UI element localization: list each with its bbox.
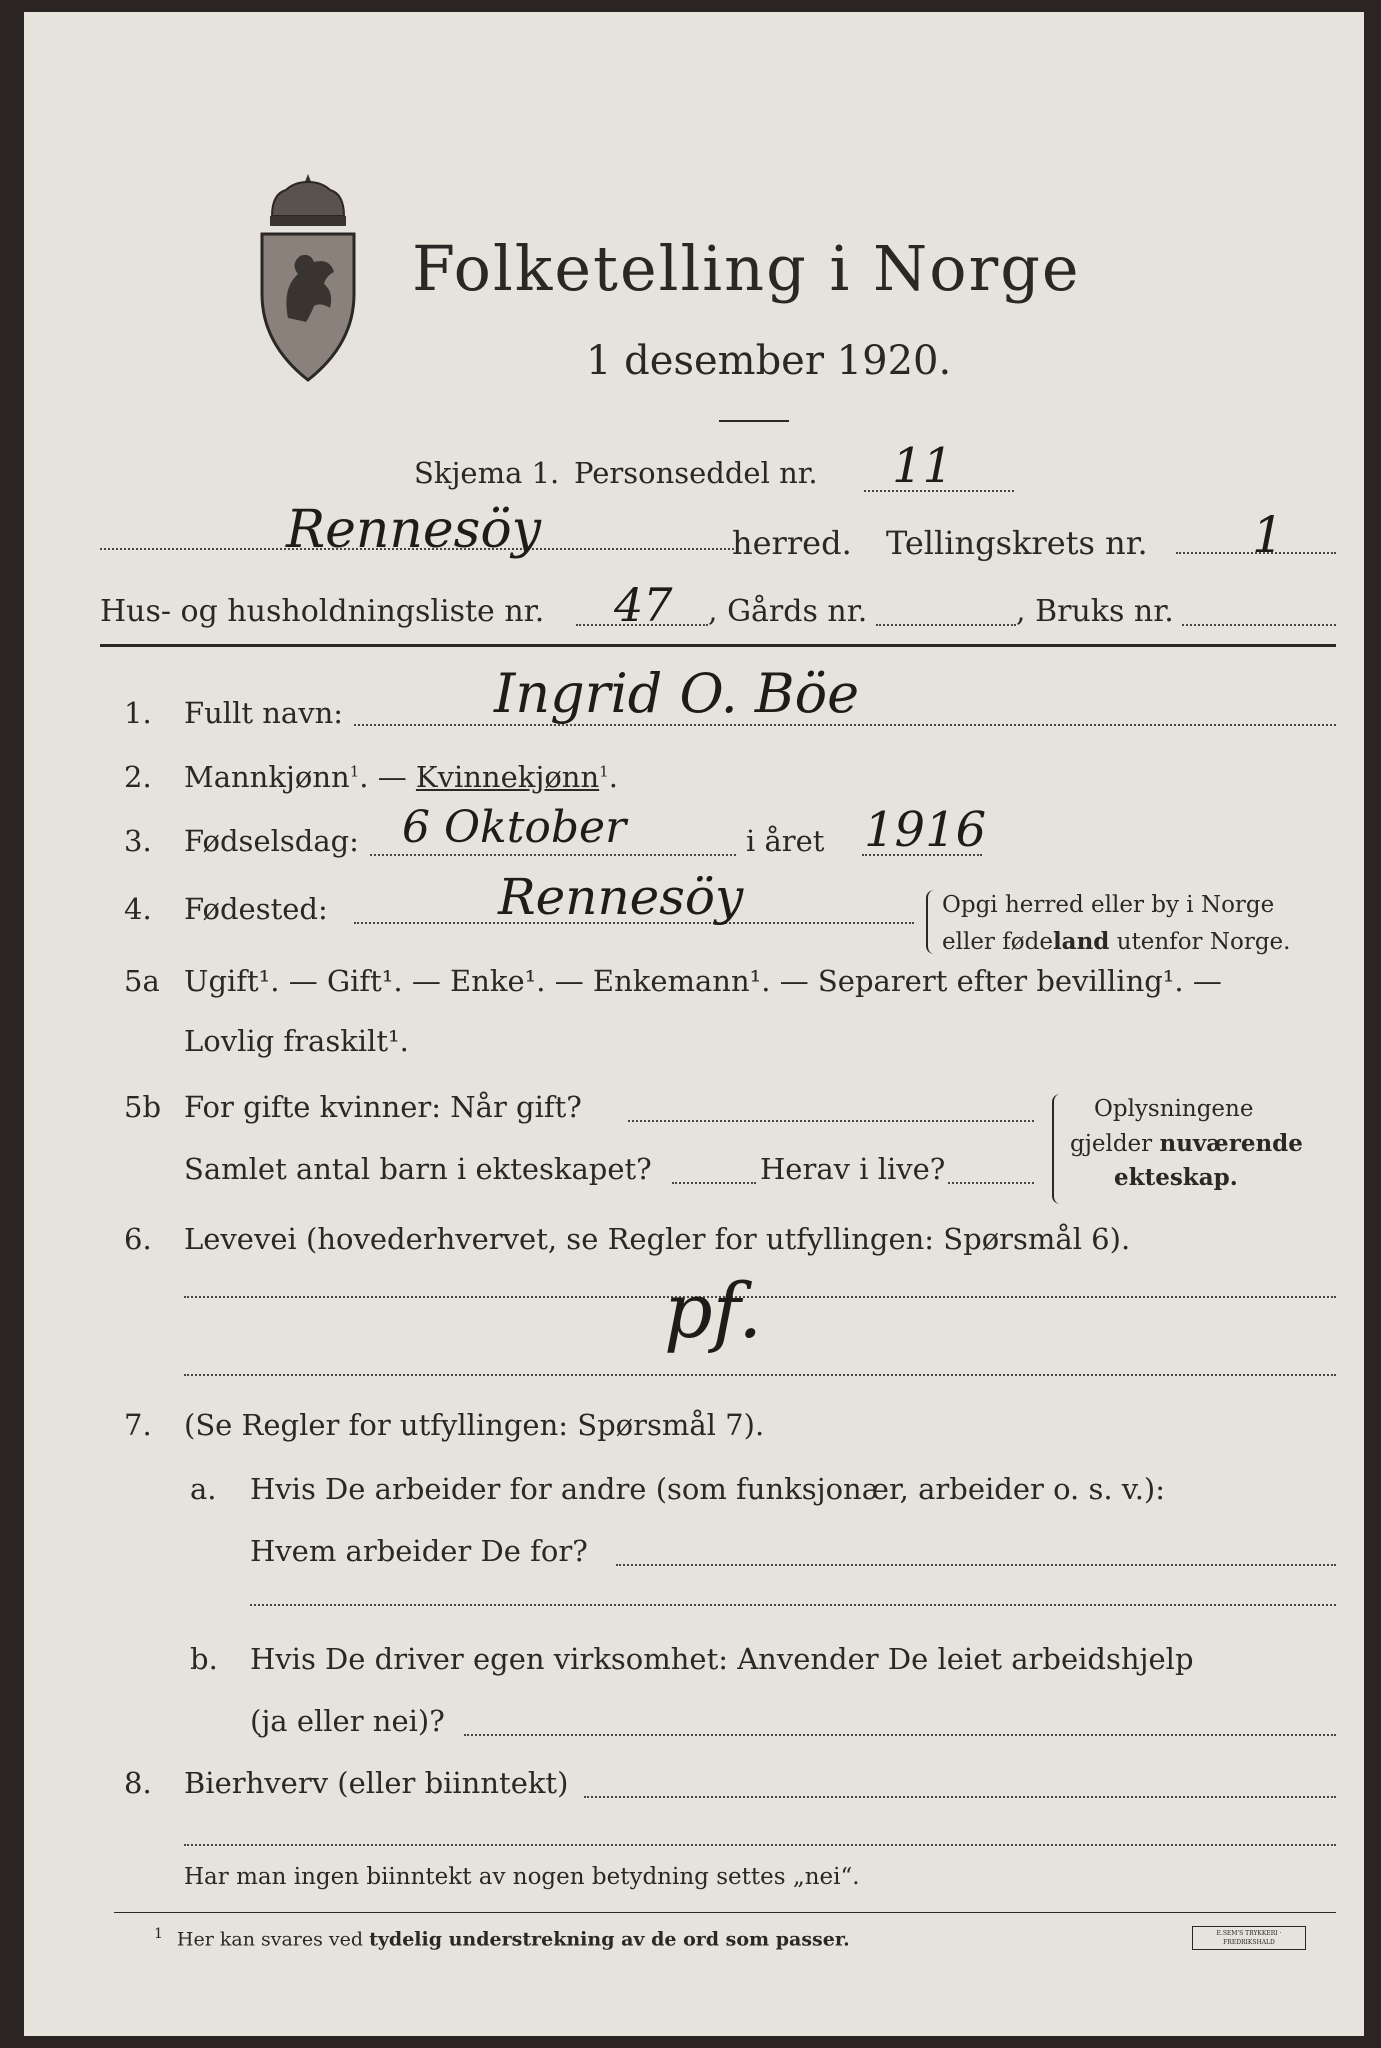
q3-year-value: 1916: [864, 802, 987, 858]
personseddel-label: Personseddel nr.: [574, 456, 818, 490]
q5a-number: 5a: [124, 964, 160, 998]
personseddel-value: 11: [892, 438, 954, 494]
q3-label: Fødselsdag:: [184, 824, 359, 858]
census-form: [24, 12, 1364, 2036]
liste-label: Hus- og husholdningsliste nr.: [100, 594, 545, 629]
footnote: $^1$ Her kan svares ved tydelig understrekning av de ord som passer.: [154, 1926, 850, 1951]
q4-number: 4.: [124, 892, 152, 926]
q6-label: Levevei (hovederhvervet, se Regler for utfyllingen: Spørsmål 6).: [184, 1222, 1131, 1256]
q4-note-line1: Opgi herred eller by i Norge: [942, 892, 1275, 918]
q1-number: 1.: [124, 696, 152, 730]
bruks-label: , Bruks nr.: [1016, 594, 1174, 629]
q7b-number: b.: [190, 1642, 218, 1676]
q6-value: pf.: [664, 1266, 763, 1355]
q5b-note-line1: Oplysningene: [1094, 1096, 1254, 1122]
q8-answer-line2: [184, 1844, 1336, 1846]
q1-label: Fullt navn:: [184, 696, 344, 730]
q5b-note-line2: gjelder nuværende: [1070, 1130, 1303, 1157]
gards-line: [876, 624, 1016, 626]
q4-note-line2: eller fødeland utenfor Norge.: [942, 928, 1291, 955]
q2-option-male: Mannkjønn: [184, 760, 350, 794]
q2-options: Mannkjønn$^1$. — Kvinnekjønn$^1$.: [184, 760, 618, 794]
q6-number: 6.: [124, 1222, 152, 1256]
q5b-note-line3: ekteskap.: [1114, 1164, 1238, 1191]
q8-note: Har man ingen biinntekt av nogen betydning settes „nei“.: [184, 1864, 860, 1890]
q8-number: 8.: [124, 1766, 152, 1800]
q5b-number: 5b: [124, 1090, 162, 1124]
q7-label: (Se Regler for utfyllingen: Spørsmål 7).: [184, 1408, 765, 1442]
header-divider: [100, 644, 1336, 647]
tellingskrets-value: 1: [1252, 506, 1284, 564]
footnote-divider: [114, 1912, 1336, 1913]
q7b-line2: (ja eller nei)?: [250, 1704, 445, 1738]
printer-stamp: E.SEM'S TRYKKERI · FREDRIKSHALD: [1192, 1926, 1306, 1950]
q4-brace: [926, 890, 936, 954]
q5b-line1: [628, 1120, 1034, 1122]
q5a-line2: Lovlig fraskilt¹.: [184, 1024, 409, 1058]
q5b-label2: Samlet antal barn i ekteskapet?: [184, 1152, 652, 1186]
q5b-brace: [1052, 1094, 1062, 1204]
herred-value: Rennesöy: [286, 500, 542, 560]
bruks-line: [1182, 624, 1336, 626]
q7b-line1: Hvis De driver egen virksomhet: Anvender De leiet arbeidshjelp: [250, 1642, 1194, 1676]
q1-value: Ingrid O. Böe: [494, 662, 860, 725]
tellingskrets-line: [1176, 552, 1336, 554]
tellingskrets-label: Tellingskrets nr.: [886, 524, 1148, 562]
q5b-line3: [948, 1182, 1034, 1184]
q8-answer-line1: [584, 1796, 1336, 1798]
q2-option-female: Kvinnekjønn: [415, 760, 600, 794]
q7a-line1: Hvis De arbeider for andre (som funksjonær, arbeider o. s. v.):: [250, 1472, 1166, 1506]
coat-of-arms-icon: [248, 168, 368, 386]
form-title: Folketelling i Norge: [412, 232, 1081, 305]
q3-line: [370, 854, 736, 856]
q4-label: Fødested:: [184, 892, 328, 926]
q7-number: 7.: [124, 1408, 152, 1442]
q5a-line1: Ugift¹. — Gift¹. — Enke¹. — Enkemann¹. — Separert efter bevilling¹. —: [184, 964, 1222, 998]
footnote-mark: 1: [154, 1926, 163, 1942]
liste-value: 47: [614, 578, 673, 632]
q6-line2: [184, 1374, 1336, 1376]
q7b-answer-line: [464, 1734, 1336, 1736]
q3-year-label: i året: [746, 824, 825, 858]
q3-number: 3.: [124, 824, 152, 858]
skjema-label: Skjema 1.: [414, 456, 560, 490]
q7a-number: a.: [190, 1472, 217, 1506]
q5b-label3: Herav i live?: [760, 1152, 946, 1186]
q5b-label1: For gifte kvinner: Når gift?: [184, 1090, 582, 1124]
liste-line: [576, 624, 708, 626]
q7a-answer-line2: [250, 1604, 1336, 1606]
herred-label: herred.: [732, 524, 852, 562]
census-date: 1 desember 1920.: [586, 338, 952, 384]
q5b-line2: [672, 1182, 756, 1184]
personseddel-line: [864, 490, 1014, 492]
q8-label: Bierhverv (eller biinntekt): [184, 1766, 569, 1800]
q3-value: 6 Oktober: [402, 802, 627, 853]
q7a-answer-line1: [616, 1564, 1336, 1566]
gards-label: , Gårds nr.: [708, 594, 868, 629]
q2-number: 2.: [124, 760, 152, 794]
q4-value: Rennesöy: [498, 868, 744, 926]
q7a-line2: Hvem arbeider De for?: [250, 1534, 588, 1568]
title-divider: [719, 420, 789, 422]
